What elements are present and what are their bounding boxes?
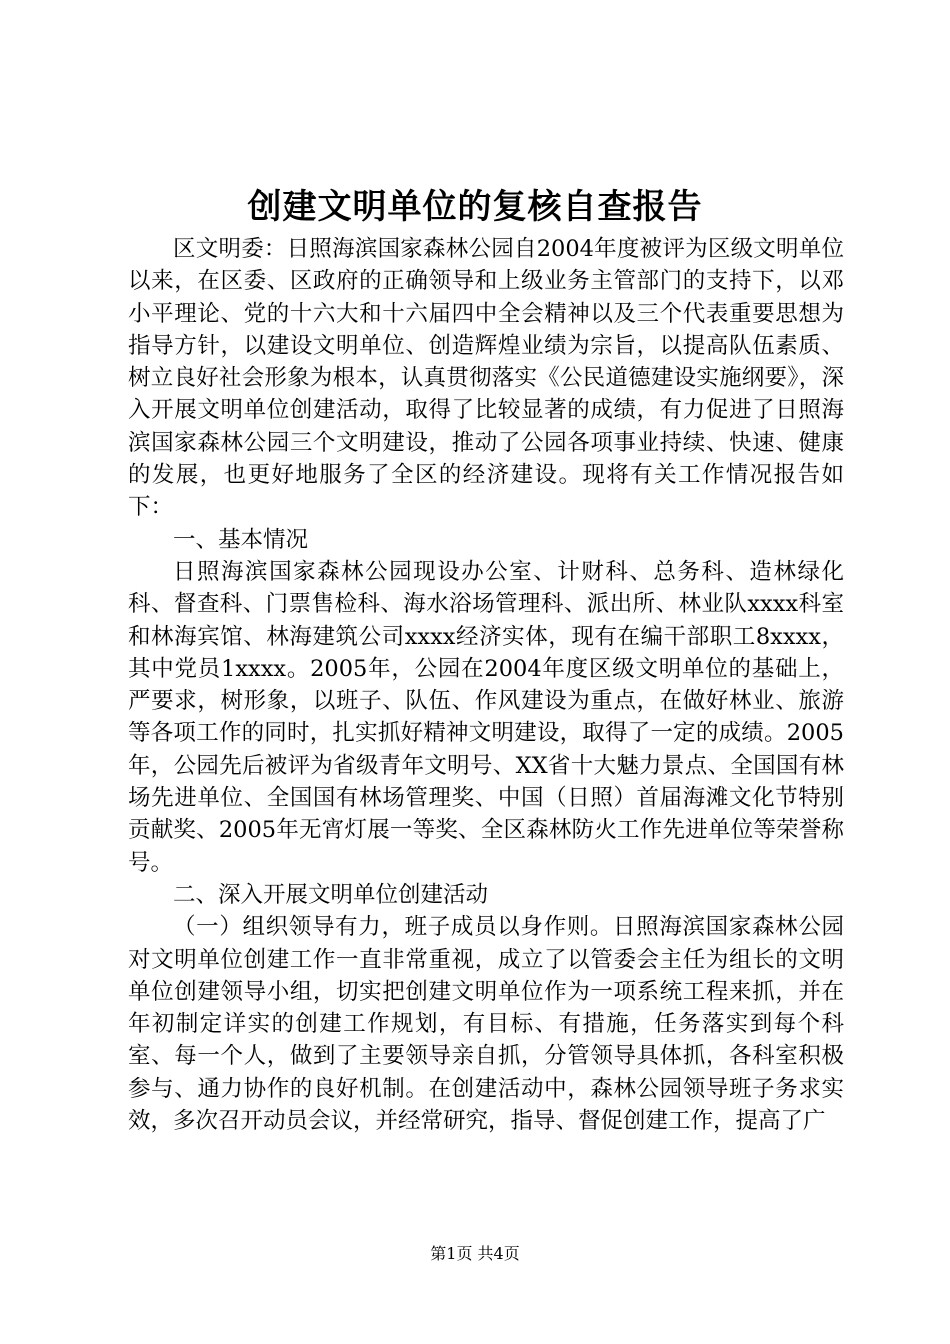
document-title: 创建文明单位的复核自查报告 <box>247 187 703 227</box>
page-number-footer: 第1页 共4页 <box>430 1244 520 1263</box>
paragraph-basic-situation: 日照海滨国家森林公园现设办公室、计财科、总务科、造林绿化科、督查科、门票售检科、海水浴场管理科、派出所、林业队xxxx科室和林海宾馆、林海建筑公司xxxx经济实体，现有在编干部职工8xxxx，其中党员1xxxx。2005年，公园在2004年度区级文明单位的基础上，严要求，树形象，以班子、队伍、作风建设为重点，在做好林业、旅游等各项工作的同时，扎实抓好精神文明建设，取得了一定的成绩。2005年，公园先后被评为省级青年文明号、XX省十大魅力景点、全国国有林场先进单位、全国国有林场管理奖、中国（日照）首届海滩文化节特别贡献奖、2005年无宵灯展一等奖、全区森林防火工作先进单位等荣誉称号。 <box>128 558 844 876</box>
section-heading-activities: 二、深入开展文明单位创建活动 <box>173 881 489 908</box>
paragraph-intro: 区文明委：日照海滨国家森林公园自2004年度被评为区级文明单位以来，在区委、区政府的正确领导和上级业务主管部门的支持下，以邓小平理论、党的十六大和十六届四中全会精神以及三个代表重要思想为指导方针，以建设文明单位、创造辉煌业绩为宗旨，以提高队伍素质、树立良好社会形象为根本，认真贯彻落实《公民道德建设实施纲要》，深入开展文明单位创建活动，取得了比较显著的成绩，有力促进了日照海滨国家森林公园三个文明建设，推动了公园各项事业持续、快速、健康的发展，也更好地服务了全区的经济建设。现将有关工作情况报告如下： <box>128 236 844 521</box>
document-body <box>128 233 844 1137</box>
paragraph-leadership: （一）组织领导有力，班子成员以身作则。日照海滨国家森林公园对文明单位创建工作一直非常重视，成立了以管委会主任为组长的文明单位创建领导小组，切实把创建文明单位作为一项系统工程来抓，并在年初制定详实的创建工作规划，有目标、有措施，任务落实到每个科室、每一个人，做到了主要领导亲自抓，分管领导具体抓，各科室积极参与、通力协作的良好机制。在创建活动中，森林公园领导班子务求实效，多次召开动员会议，并经常研究，指导、督促创建工作，提高了广 <box>128 914 844 1135</box>
section-heading-basic: 一、基本情况 <box>173 526 309 553</box>
